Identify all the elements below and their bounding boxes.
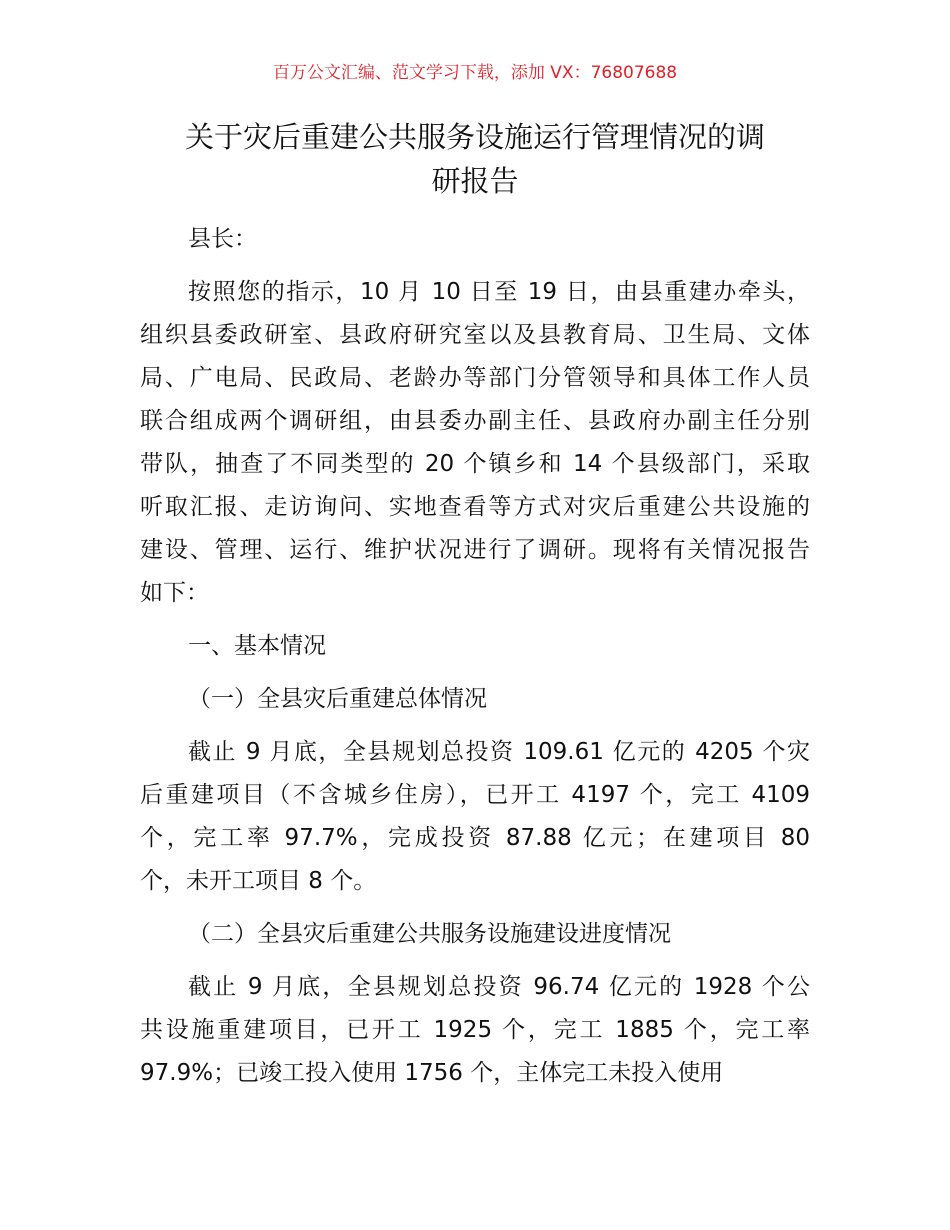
paragraph-line: 如下：	[140, 580, 209, 606]
title-line: 研报告	[431, 164, 519, 198]
paragraph-line: 局、广电局、民政局、老龄办等部门分管领导和具体工作人员	[140, 365, 810, 391]
paragraph-line: 组织县委政研室、县政府研究室以及县教育局、卫生局、文体	[140, 322, 810, 348]
paragraph	[140, 966, 810, 1095]
paragraph-line: （一）全县灾后重建总体情况	[188, 686, 487, 712]
paragraph-line: 个，未开工项目 8 个。	[140, 868, 377, 894]
paragraph-line: 97.9%；已竣工投入使用 1756 个，主体完工未投入使用	[140, 1060, 724, 1086]
paragraph-line: 截止 9 月底，全县规划总投资 109.61 亿元的 4205 个灾	[188, 739, 810, 765]
paragraph-line: 共设施重建项目，已开工 1925 个，完工 1885 个，完工率	[140, 1017, 810, 1043]
watermark-banner: 百万公文汇编、范文学习下载，添加 VX：76807688	[272, 63, 678, 83]
paragraph-line: 后重建项目（不含城乡住房），已开工 4197 个，完工 4109	[140, 782, 810, 808]
paragraph	[140, 913, 810, 956]
paragraph-line: （二）全县灾后重建公共服务设施建设进度情况	[188, 921, 671, 947]
paragraph-line: 按照您的指示，10 月 10 日至 19 日，由县重建办牵头，	[188, 279, 810, 305]
paragraph	[140, 625, 810, 668]
paragraph	[140, 731, 810, 903]
paragraph-line: 建设、管理、运行、维护状况进行了调研。现将有关情况报告	[140, 537, 810, 563]
paragraph-line: 一、基本情况	[188, 633, 326, 659]
paragraph-line: 截止 9 月底，全县规划总投资 96.74 亿元的 1928 个公	[188, 974, 810, 1000]
paragraph-line: 县长：	[188, 226, 257, 252]
paragraph	[140, 218, 810, 261]
paragraph-line: 个，完工率 97.7%，完成投资 87.88 亿元；在建项目 80	[140, 825, 810, 851]
paragraph	[140, 678, 810, 721]
paragraph-line: 联合组成两个调研组，由县委办副主任、县政府办副主任分别	[140, 408, 810, 434]
paragraph-line: 带队，抽查了不同类型的 20 个镇乡和 14 个县级部门，采取	[140, 451, 810, 477]
document-body	[140, 218, 810, 1105]
document-title	[140, 115, 810, 203]
title-line: 关于灾后重建公共服务设施运行管理情况的调	[184, 120, 765, 154]
paragraph-line: 听取汇报、走访询问、实地查看等方式对灾后重建公共设施的	[140, 494, 810, 520]
paragraph	[140, 271, 810, 615]
